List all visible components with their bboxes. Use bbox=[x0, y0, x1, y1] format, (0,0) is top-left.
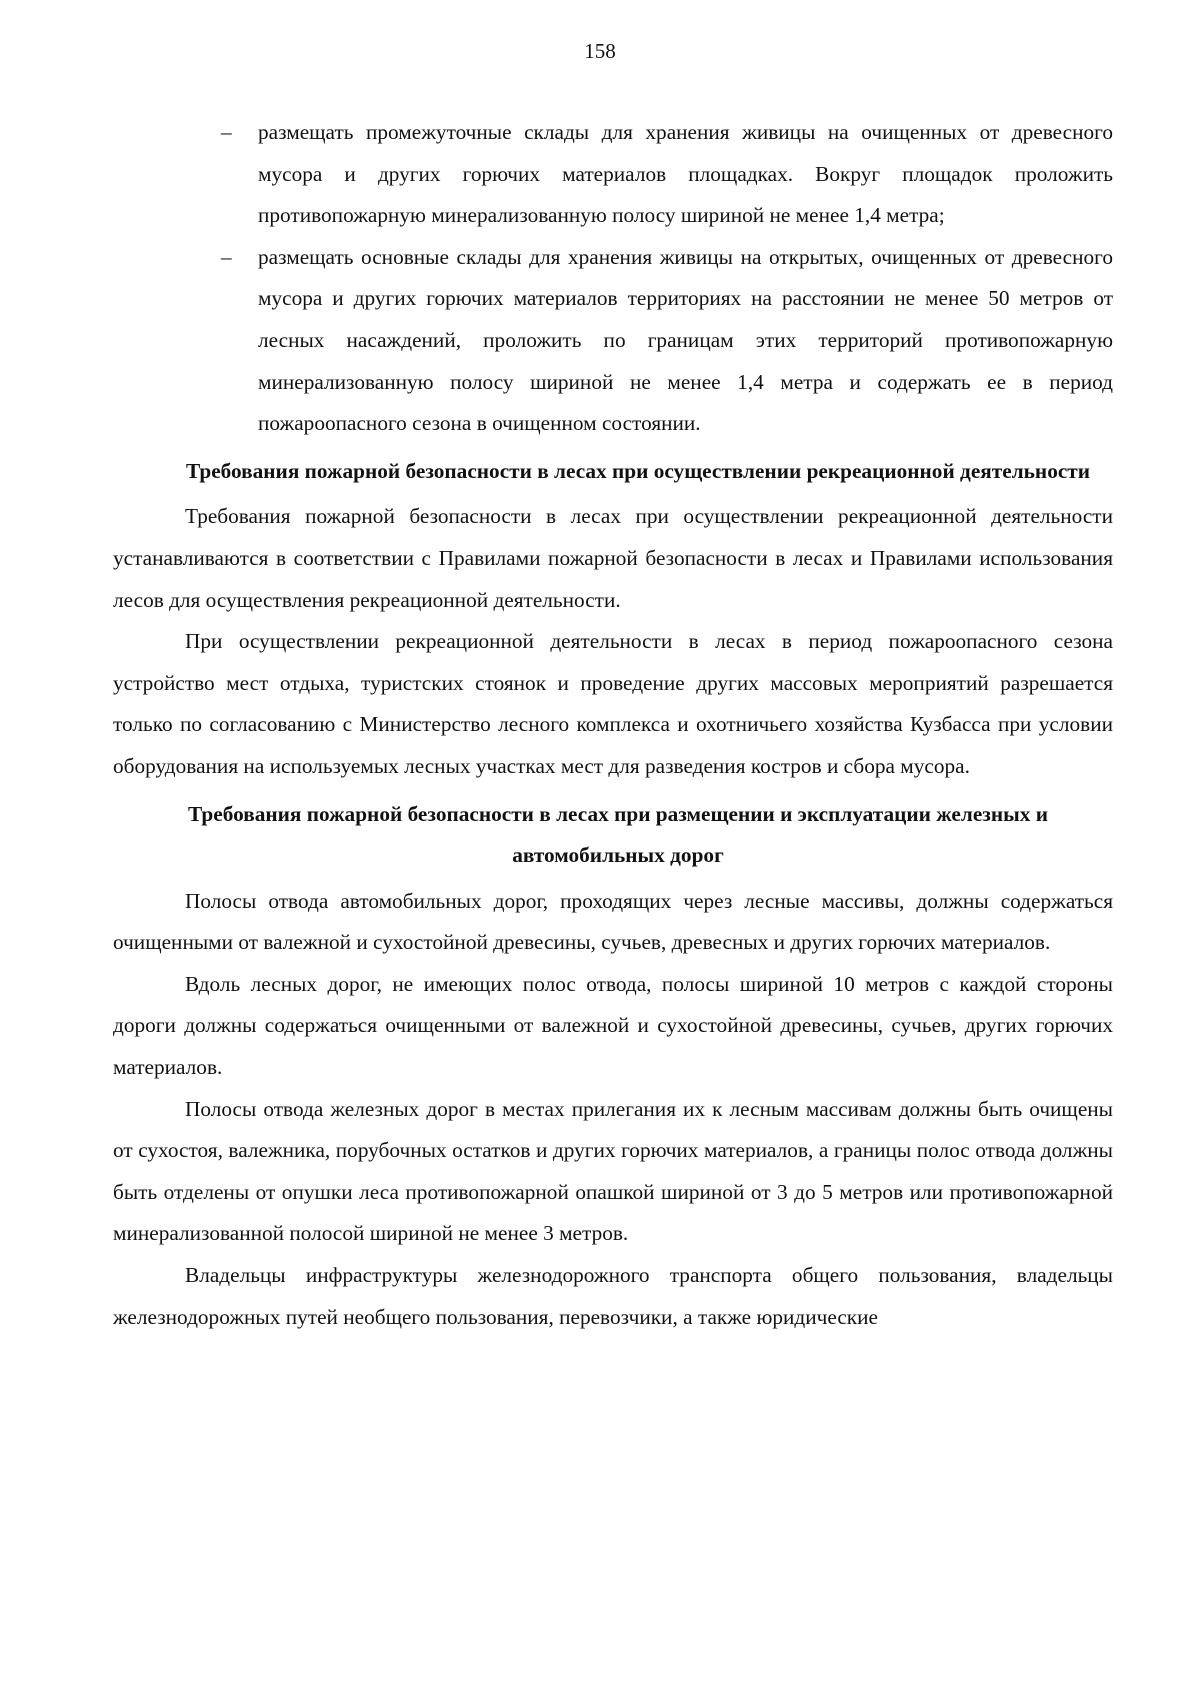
paragraph: Владельцы инфраструктуры железнодорожного транспорта общего пользования, владельцы железнодорожных путей необщего пользования, перевозчики, а также юридические bbox=[113, 1263, 1113, 1329]
list-dash-marker: – bbox=[221, 244, 232, 269]
list-dash-marker: – bbox=[221, 120, 232, 144]
list-item-text: размещать промежуточные склады для хранения живицы на очищенных от древесного мусора и других горючих материалов площадках. Вокруг площадок проложить противопожарную минерализованную полосу шириной не менее 1,4 метра; bbox=[258, 120, 1113, 228]
paragraph: Полосы отвода железных дорог в местах прилегания их к лесным массивам должны быть очищены от сухостоя, валежника, порубочных остатков и других горючих материалов, а границы полос отвода должны быть отделены от опушки леса противопожарной опашкой шириной от 3 до 5 метров или противопожарной минерализованной полосой шириной не менее 3 метров. bbox=[113, 1096, 1113, 1246]
page-number: 158 bbox=[584, 39, 616, 63]
list-item bbox=[113, 112, 1113, 237]
list-item-text: размещать основные склады для хранения живицы на открытых, очищенных от древесного мусора и других горючих материалов территориях на расстоянии не менее 50 метров от лесных насаждений, проложить по границам этих территорий противопожарную минерализованную полосу шириной не менее 1,4 метра и содержать ее в период пожароопасного сезона в очищенном состоянии. bbox=[258, 244, 1113, 436]
paragraph: Требования пожарной безопасности в лесах при осуществлении рекреационной деятельности устанавливаются в соответствии с Правилами пожарной безопасности в лесах и Правилами использования лесов для осуществления рекреационной деятельности. bbox=[113, 504, 1113, 612]
section-heading-roads: Требования пожарной безопасности в лесах при размещении и эксплуатации железных и автомобильных дорог bbox=[188, 801, 1048, 868]
page-content bbox=[113, 112, 1113, 1338]
section-heading-recreation: Требования пожарной безопасности в лесах при осуществлении рекреационной деятельности bbox=[185, 458, 1091, 483]
paragraph: Полосы отвода автомобильных дорог, проходящих через лесные массивы, должны содержаться очищенными от валежной и сухостойной древесины, сучьев, древесных и других горючих материалов. bbox=[113, 888, 1113, 955]
paragraph: При осуществлении рекреационной деятельности в лесах в период пожароопасного сезона устройство мест отдыха, туристских стоянок и проведение других массовых мероприятий разрешается только по согласованию с Министерство лесного комплекса и охотничьего хозяйства Кузбасса при условии оборудования на используемых лесных участках мест для разведения костров и сбора мусора. bbox=[113, 629, 1113, 778]
list-item bbox=[113, 237, 1113, 445]
requirements-list bbox=[113, 112, 1113, 445]
paragraph: Вдоль лесных дорог, не имеющих полос отвода, полосы шириной 10 метров с каждой стороны дороги должны содержаться очищенными от валежной и сухостойной древесины, сучьев, других горючих материалов. bbox=[113, 971, 1113, 1080]
